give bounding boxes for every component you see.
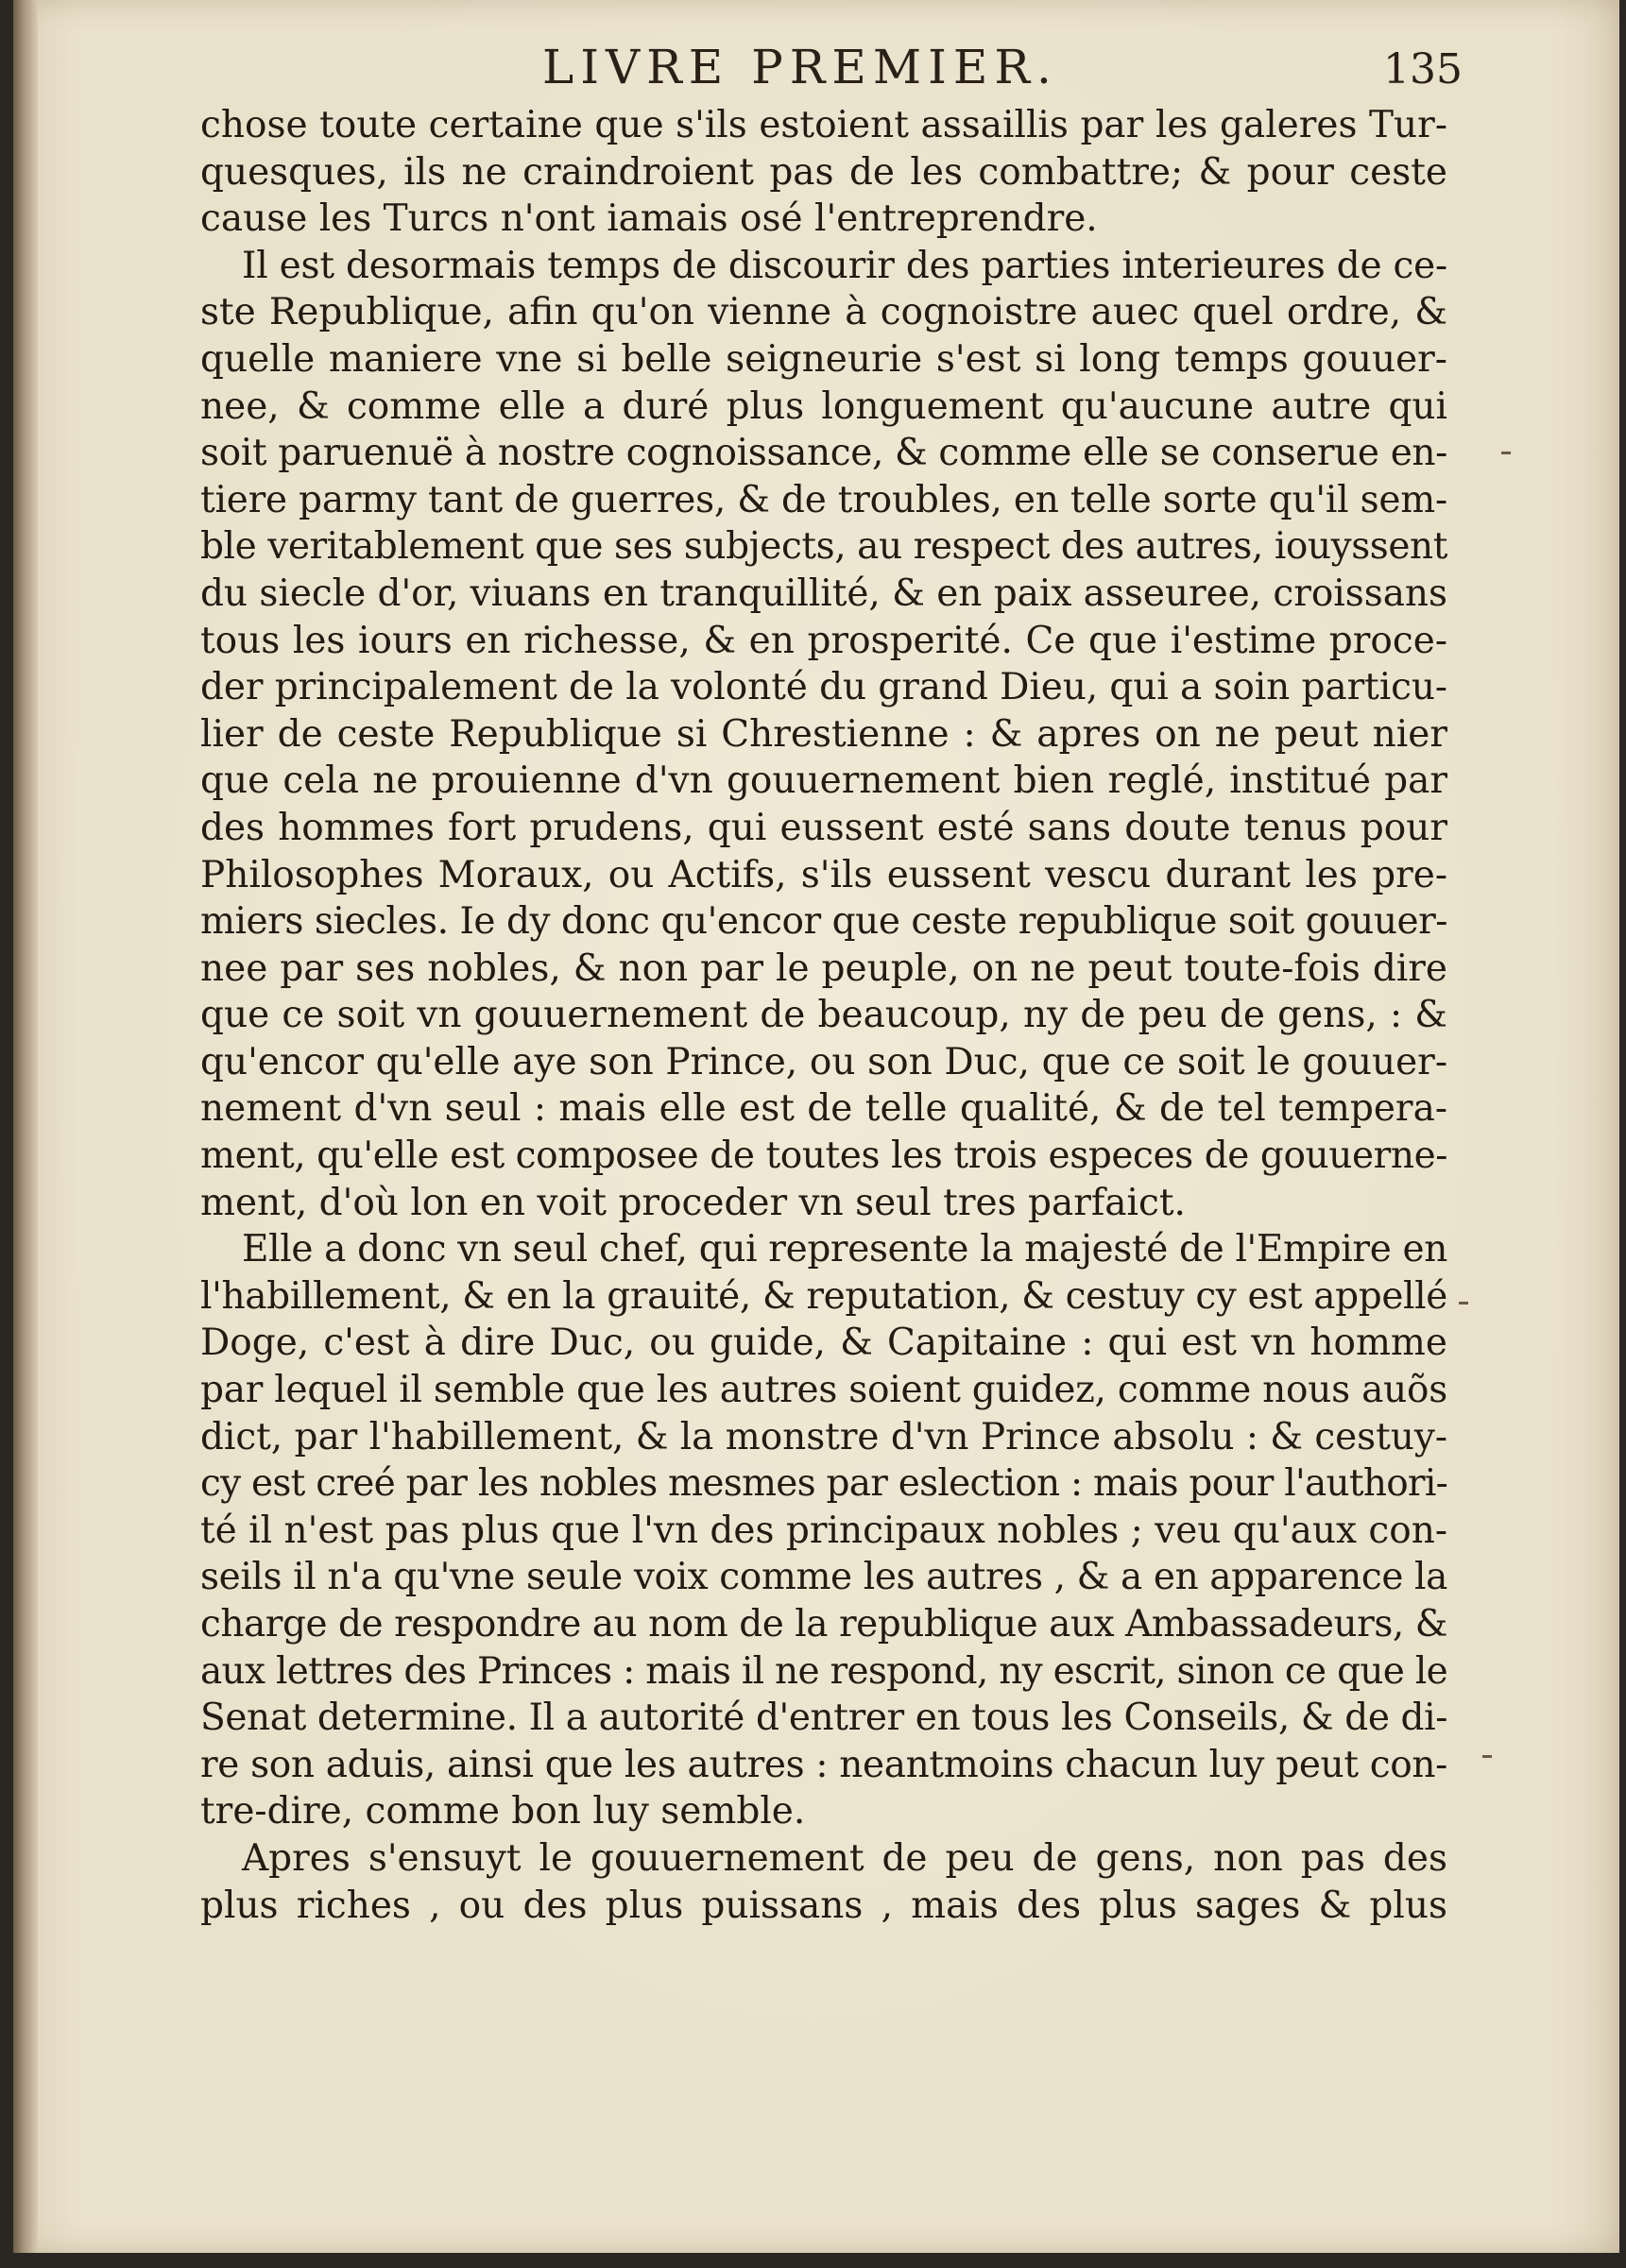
- text-line: re son aduis, ainsi que les autres : neantmoins chacun luy peut con-: [200, 1743, 1447, 1786]
- page-header: [13, 28, 1619, 104]
- text-line: plus riches , ou des plus puissans , mais des plus sages & plus: [200, 1884, 1447, 1927]
- text-line: tous les iours en richesse, & en prosperité. Ce que i'estime proce-: [200, 619, 1447, 662]
- text-line: que ce soit vn gouuernement de beaucoup, ny de peu de gens, : &: [200, 994, 1447, 1037]
- text-line: des hommes fort prudens, qui eussent esté sans doute tenus pour: [200, 806, 1447, 849]
- text-line: charge de respondre au nom de la republique aux Ambassadeurs, &: [200, 1603, 1447, 1646]
- text-line: dict, par l'habillement, & la monstre d'vn Prince absolu : & cestuy-: [200, 1415, 1447, 1458]
- text-line: Doge, c'est à dire Duc, ou guide, & Capitaine : qui est vn homme: [200, 1322, 1447, 1365]
- text-line: l'habillement, & en la grauité, & reputation, & cestuy cy est appellé: [200, 1274, 1447, 1318]
- text-line: Elle a donc vn seul chef, qui represente la majesté de l'Empire en: [242, 1228, 1447, 1271]
- text-line: Apres s'ensuyt le gouuernement de peu de gens, non pas des: [242, 1836, 1447, 1880]
- text-line: qu'encor qu'elle aye son Prince, ou son Duc, que ce soit le gouuer-: [200, 1040, 1447, 1083]
- text-line: nee, & comme elle a duré plus longuement qu'aucune autre qui: [200, 384, 1447, 428]
- margin-mark: [1459, 1302, 1468, 1305]
- text-line: der principalement de la volonté du grand Dieu, qui a soin particu-: [200, 666, 1447, 709]
- text-line: ste Republique, afin qu'on vienne à cognoistre auec quel ordre, &: [200, 291, 1447, 334]
- text-line: lier de ceste Republique si Chrestienne : & apres on ne peut nier: [200, 712, 1447, 756]
- text-line: quelle maniere vne si belle seigneurie s'est si long temps gouuer-: [200, 337, 1447, 381]
- text-line: tiere parmy tant de guerres, & de troubles, en telle sorte qu'il sem-: [200, 478, 1447, 521]
- text-line: Senat determine. Il a autorité d'entrer en tous les Conseils, & de di-: [200, 1697, 1447, 1740]
- text-line: miers siecles. Ie dy donc qu'encor que ceste republique soit gouuer-: [200, 900, 1447, 944]
- text-line: cause les Turcs n'ont iamais osé l'entreprendre.: [200, 197, 1098, 241]
- text-line: ment, d'où lon en voit proceder vn seul tres parfaict.: [200, 1181, 1186, 1224]
- text-line: nee par ses nobles, & non par le peuple, on ne peut toute-fois dire: [200, 946, 1447, 990]
- page-gutter: [13, 0, 38, 2253]
- body-text: [200, 102, 1447, 1929]
- text-line: aux lettres des Princes : mais il ne respond, ny escrit, sinon ce que le: [200, 1649, 1447, 1693]
- book-page: [13, 0, 1619, 2253]
- text-line: ment, qu'elle est composee de toutes les trois especes de gouuerne-: [200, 1134, 1447, 1178]
- running-head: LIVRE PREMIER.: [542, 40, 1058, 94]
- text-line: seils il n'a qu'vne seule voix comme les autres , & a en apparence la: [200, 1556, 1447, 1599]
- margin-mark: [1482, 1755, 1492, 1758]
- text-line: Philosophes Moraux, ou Actifs, s'ils eussent vescu durant les pre-: [200, 853, 1447, 896]
- text-line: du siecle d'or, viuans en tranquillité, & en paix asseuree, croissans: [200, 571, 1447, 615]
- text-line: soit paruenuë à nostre cognoissance, & comme elle se conserue en-: [200, 432, 1447, 475]
- text-line: quesques, ils ne craindroient pas de les combattre; & pour ceste: [200, 150, 1447, 194]
- text-line: chose toute certaine que s'ils estoient assaillis par les galeres Tur-: [200, 104, 1447, 146]
- text-line: tre-dire, comme bon luy semble.: [200, 1790, 806, 1833]
- text-line: té il n'est pas plus que l'vn des principaux nobles ; veu qu'aux con-: [200, 1509, 1447, 1552]
- text-line: cy est creé par les nobles mesmes par eslection : mais pour l'authori-: [200, 1462, 1447, 1506]
- text-line: que cela ne prouienne d'vn gouuernement bien reglé, institué par: [200, 759, 1447, 803]
- text-line: par lequel il semble que les autres soient guidez, comme nous auõs: [200, 1369, 1447, 1412]
- text-line: ble veritablement que ses subjects, au respect des autres, iouyssent: [200, 525, 1447, 569]
- text-line: nement d'vn seul : mais elle est de telle qualité, & de tel tempera-: [200, 1087, 1447, 1131]
- text-line: Il est desormais temps de discourir des parties interieures de ce-: [242, 244, 1447, 287]
- margin-mark: [1501, 452, 1511, 454]
- page-number: 135: [1383, 45, 1463, 94]
